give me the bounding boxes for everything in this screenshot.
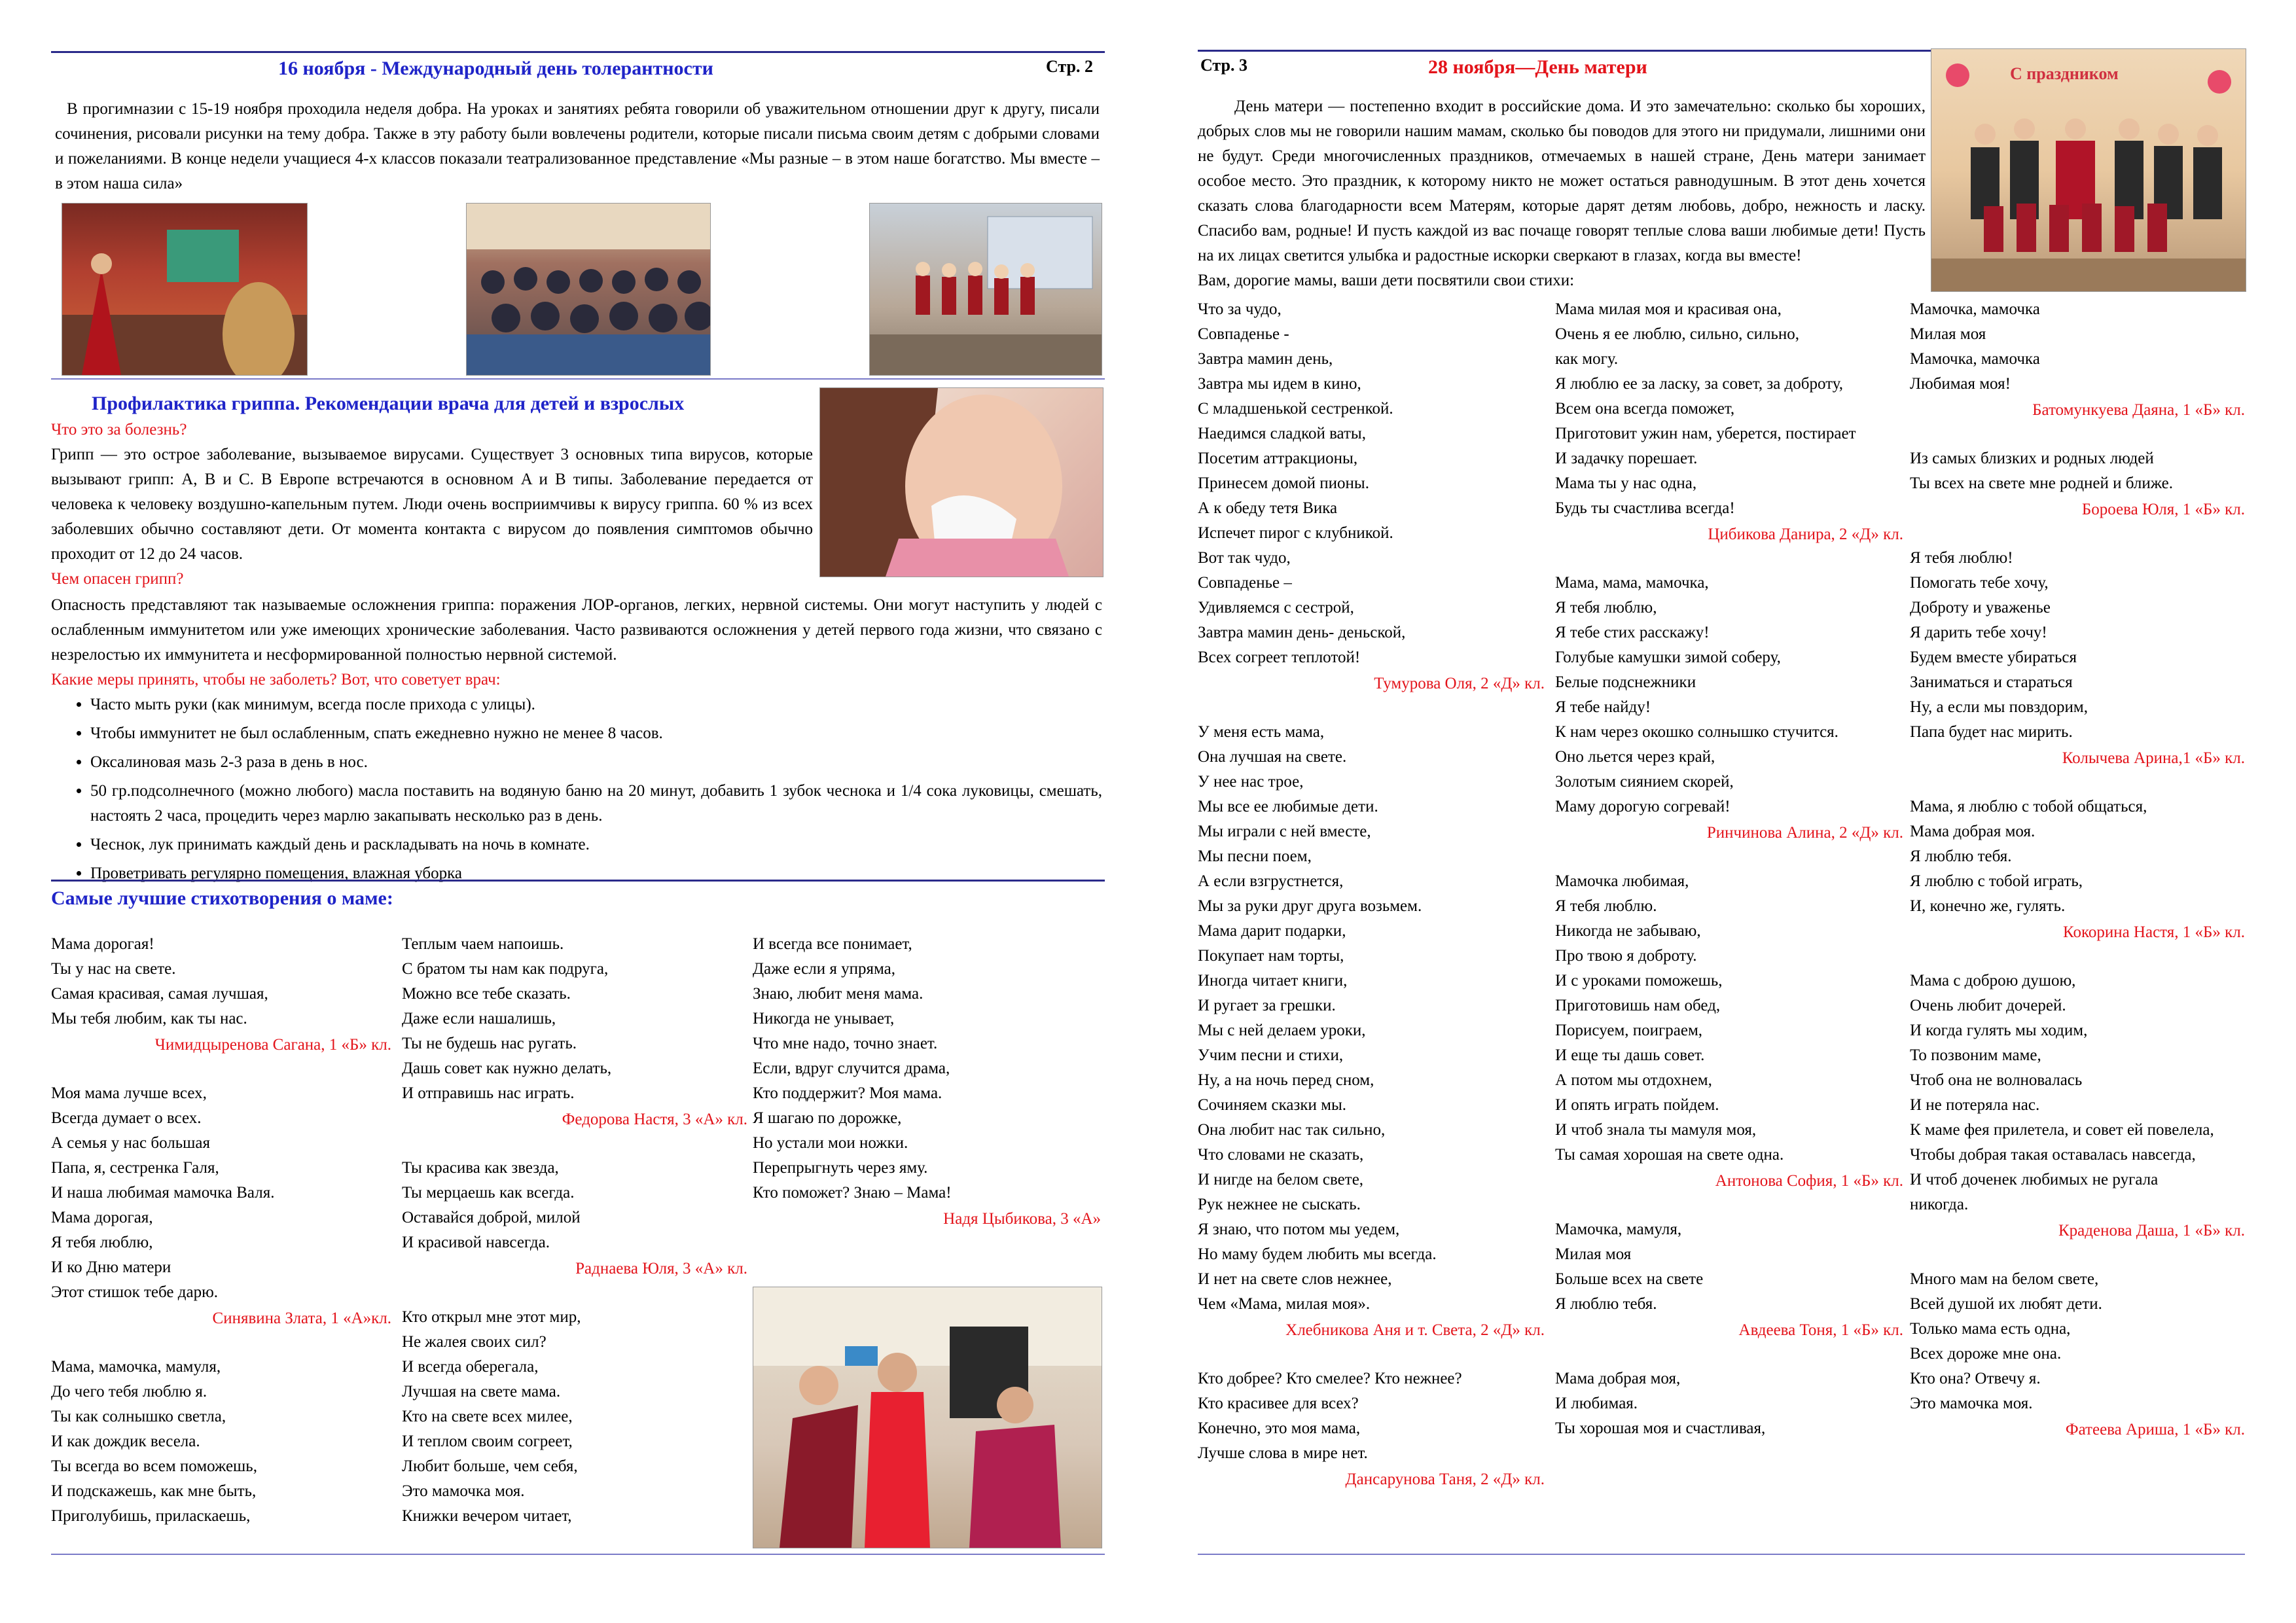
poem: [1910, 546, 2245, 771]
flu-title: Профилактика гриппа. Рекомендации врача для детей и взрослых: [92, 393, 685, 414]
poem-author: Хлебникова Аня и т. Света, 2 «Д» кл.: [1285, 1321, 1545, 1339]
poem-line: Мы тебя любим, как ты нас.: [51, 1010, 247, 1027]
poem-line: Голубые камушки зимой соберу,: [1555, 649, 1781, 666]
poem-author: Кpаденова Даша, 1 «Б» кл.: [2058, 1222, 2245, 1240]
poem-author: Ринчинова Алина, 2 «Д» кл.: [1706, 824, 1903, 842]
list-item: • Оксалиновая мазь 2-3 раза в день в нос.: [90, 750, 1102, 775]
section-divider: [51, 880, 1105, 882]
poem-line: Ты мерцаешь как всегда.: [402, 1184, 575, 1202]
poem-author: Дансарунова Таня, 2 «Д» кл.: [1345, 1471, 1545, 1488]
poem-line: Я тебе стих расскажу!: [1555, 624, 1710, 641]
poem-line: Я шагаю по дорожке,: [753, 1109, 902, 1127]
poem-line: Дашь совет как нужно делать,: [402, 1060, 612, 1077]
poem-line: Ну, а на ночь перед сном,: [1198, 1071, 1374, 1089]
poem-line: Всех согреет теплотой!: [1198, 649, 1361, 666]
poem-line: Завтра мамин день,: [1198, 350, 1333, 368]
poem-author: Синявина Злата, 1 «А»кл.: [212, 1310, 391, 1327]
poem-line: Будем вместе убираться: [1910, 649, 2077, 666]
poem-line: Порисуем, поиграем,: [1555, 1022, 1703, 1039]
poem-line: Кто поможет? Знаю – Мама!: [753, 1184, 952, 1202]
poem-column: [1198, 297, 1545, 1516]
poem-line: Кто красивее для всех?: [1198, 1395, 1359, 1412]
poem-line: Кто открыл мне этот мир,: [402, 1308, 581, 1326]
poem-line: Оставайся доброй, милой: [402, 1209, 581, 1226]
poem-line: Мы за руки друг друга возьмем.: [1198, 897, 1422, 915]
poem-author: Антонова София, 1 «Б» кл.: [1715, 1172, 1903, 1190]
poem-line: Совпаденье -: [1198, 325, 1289, 343]
poem-line: Этот стишок тебе дарю.: [51, 1283, 218, 1301]
poem-line: Мамочка, мамуля,: [1555, 1221, 1682, 1238]
poem: [1555, 1217, 1903, 1343]
poem: [1555, 571, 1903, 846]
poem-line: Любит больше, чем себя,: [402, 1457, 578, 1475]
poem-line: К маме фея прилетела, и совет ей повелела,: [1910, 1121, 2214, 1139]
poem-author: Раднаева Юля, 3 «А» кл.: [575, 1260, 747, 1277]
poem-line: Приготовит ужин нам, уберется, постирает: [1555, 425, 1856, 442]
poem-line: Мама дарит подарки,: [1198, 922, 1346, 940]
poem-line: Это мамочка моя.: [1910, 1395, 2033, 1412]
poem-line: И задачку порешает.: [1555, 450, 1698, 467]
flu-body-top: [51, 418, 813, 592]
page-number: Стр. 2: [1046, 57, 1093, 76]
poem-line: Я тебя люблю!: [1910, 549, 2013, 567]
poem-line: Белые подснежники: [1555, 673, 1696, 691]
poem-line: Даже если нашалишь,: [402, 1010, 556, 1027]
poem-line: А потом мы отдохнем,: [1555, 1071, 1712, 1089]
poem-line: Учим песни и стихи,: [1198, 1046, 1344, 1064]
poem-line: как могу.: [1555, 350, 1619, 368]
poem: [402, 1156, 747, 1281]
poem-line: Больше всех на свете: [1555, 1270, 1704, 1288]
poem-author: Тумурова Оля, 2 «Д» кл.: [1374, 675, 1545, 692]
poem-line: Ты у нас на свете.: [51, 960, 176, 978]
poem-line: Иногда читает книги,: [1198, 972, 1348, 990]
poem: [1198, 297, 1545, 696]
audience-photo: [466, 203, 711, 376]
poem-line: И когда гулять мы ходим,: [1910, 1022, 2088, 1039]
poem: [1198, 720, 1545, 1343]
poem-line: И чтоб знала ты мамуля моя,: [1555, 1121, 1757, 1139]
poem-line: Моя мама лучше всех,: [51, 1084, 207, 1102]
flu-question-1: Что это за болезнь?: [51, 421, 187, 438]
poem-line: Я тебя люблю,: [51, 1234, 153, 1251]
poem-author: Авдеева Тоня, 1 «Б» кл.: [1738, 1321, 1903, 1339]
poem-line: Совпаденье –: [1198, 574, 1292, 592]
poem-line: Завтра мамин день- деньской,: [1198, 624, 1406, 641]
poem-line: И нет на свете слов нежнее,: [1198, 1270, 1392, 1288]
poem-line: Удивляемся с сестрой,: [1198, 599, 1354, 616]
poem-line: Завтра мы идем в кино,: [1198, 375, 1361, 393]
flu-paragraph-1: Грипп — это острое заболевание, вызываемое вирусами. Существует 3 основных типа вирусов, которые вызывают грипп: A, B и C. В Европе встречаются в основном A и B типы. Заболевание передается от человека к человеку воздушно-капельным путем. Люди очень восприимчивы к вирусу гриппа. 60 % из всех заболевших обычно составляют дети. От момента контакта с вирусом до появления симптомов обычно проходит от 12 до 24 часов.: [51, 446, 813, 563]
medical-check-photo: [753, 1287, 1102, 1548]
poem-line: Всех дороже мне она.: [1910, 1345, 2062, 1363]
poem-line: Мама, мамочка, мамуля,: [51, 1358, 221, 1376]
poem-line: Что мне надо, точно знает.: [753, 1035, 938, 1052]
poem-line: И как дождик весела.: [51, 1433, 200, 1450]
bottom-divider: [51, 1554, 1105, 1555]
poem-line: Теплым чаем напоишь.: [402, 935, 564, 953]
poem-line: Я тебя люблю.: [1555, 897, 1657, 915]
sneezing-girl-photo: [819, 387, 1103, 577]
poem-line: И теплом своим согреет,: [402, 1433, 573, 1450]
poem-line: Только мама есть одна,: [1910, 1320, 2071, 1338]
poem-line: Мама, мама, мамочка,: [1555, 574, 1709, 592]
poem-line: Ты самая хорошая на свете одна.: [1555, 1146, 1784, 1164]
list-item: • Чтобы иммунитет не был ослабленным, спать ежедневно нужно не менее 8 часов.: [90, 721, 1102, 746]
poem-line: И отправишь нас играть.: [402, 1084, 575, 1102]
poem-line: У меня есть мама,: [1198, 723, 1325, 741]
poem-line: Любимая моя!: [1910, 375, 2011, 393]
poem-line: Я люблю ее за ласку, за совет, за доброту,: [1555, 375, 1843, 393]
poem-column: [402, 932, 747, 1552]
mothers-day-group-photo: [1931, 48, 2246, 292]
poem-line: И любимая.: [1555, 1395, 1638, 1412]
poem-line: Я люблю тебя.: [1910, 847, 2012, 865]
poem-line: Милая моя: [1555, 1245, 1632, 1263]
poem: [51, 932, 391, 1058]
banner-text: С праздником: [2010, 64, 2119, 83]
poem-line: Много мам на белом свете,: [1910, 1270, 2099, 1288]
poem-line: И нигде на белом свете,: [1198, 1171, 1364, 1188]
poem-line: Чтобы добрая такая оставалась навсегда,: [1910, 1146, 2196, 1164]
list-item: • Чеснок, лук принимать каждый день и раскладывать на ночь в комнате.: [90, 832, 1102, 857]
poem-line: Кто поддержит? Моя мама.: [753, 1084, 942, 1102]
poem-line: Мама милая моя и красивая она,: [1555, 300, 1782, 318]
poem: [1555, 869, 1903, 1194]
poem-line: Приготовишь нам обед,: [1555, 997, 1721, 1014]
poem-line: Мама добрая моя.: [1910, 823, 2036, 840]
poem-column: [753, 932, 1101, 1255]
poem-author: Кокорина Настя, 1 «Б» кл.: [2063, 923, 2245, 941]
poem-line: Папа, я, сестренка Галя,: [51, 1159, 219, 1177]
poem-line: Даже если я упряма,: [753, 960, 895, 978]
poem-line: Кто на свете всех милее,: [402, 1408, 573, 1425]
poem-line: Ты всех на свете мне родней и ближе.: [1910, 474, 2174, 492]
poem-author: Бороева Юля, 1 «Б» кл.: [2081, 501, 2245, 518]
poem-line: Мы с ней делаем уроки,: [1198, 1022, 1366, 1039]
poem-line: А к обеду тетя Вика: [1198, 499, 1338, 517]
poem-line: Я люблю с тобой играть,: [1910, 872, 2083, 890]
poem-line: Всегда думает о всех.: [51, 1109, 202, 1127]
poem-line: Помогать тебе хочу,: [1910, 574, 2049, 592]
poem-line: И не потеряла нас.: [1910, 1096, 2040, 1114]
poem-line: Мы все ее любимые дети.: [1198, 798, 1378, 815]
poem-column: [1910, 297, 2245, 1466]
poem-line: Покупает нам торты,: [1198, 947, 1344, 965]
poem: [1198, 1366, 1545, 1492]
poem-line: Кто добрее? Кто смелее? Кто нежнее?: [1198, 1370, 1462, 1387]
poem-line: Ты хорошая моя и счастливая,: [1555, 1419, 1766, 1437]
poem-line: У нее нас трое,: [1198, 773, 1304, 791]
poem-line: Испечет пирог с клубникой.: [1198, 524, 1393, 542]
poem-line: И всегда оберегала,: [402, 1358, 539, 1376]
children-on-stage-photo: [869, 203, 1102, 376]
poem-line: Кто она? Отвечу я.: [1910, 1370, 2041, 1387]
poem-line: Мы играли с ней вместе,: [1198, 823, 1371, 840]
poem-line: Всей душой их любят дети.: [1910, 1295, 2102, 1313]
poem-line: Оно льется через край,: [1555, 748, 1715, 766]
poem-line: С младшенькой сестренкой.: [1198, 400, 1393, 418]
list-item: • Часто мыть руки (как минимум, всегда после прихода с улицы).: [90, 692, 1102, 717]
right-page: [1148, 0, 2296, 1623]
poem-line: С братом ты нам как подруга,: [402, 960, 609, 978]
poem-line: Заниматься и стараться: [1910, 673, 2073, 691]
flu-body-bottom: [51, 593, 1102, 890]
poem-line: А семья у нас большая: [51, 1134, 210, 1152]
poem: [51, 1355, 391, 1529]
poem-line: Очень любит дочерей.: [1910, 997, 2066, 1014]
poem-line: И с уроками поможешь,: [1555, 972, 1723, 990]
poem-line: Мама дорогая,: [51, 1209, 153, 1226]
poem: [1555, 297, 1903, 547]
poem-line: Она лучшая на свете.: [1198, 748, 1347, 766]
poem-line: Мама добрая моя,: [1555, 1370, 1681, 1387]
top-divider: [51, 51, 1105, 53]
poem-line: До чего тебя люблю я.: [51, 1383, 207, 1400]
poem-line: Я люблю тебя.: [1555, 1295, 1657, 1313]
poem-line: Мы песни поем,: [1198, 847, 1312, 865]
poem-line: Ты красива как звезда,: [402, 1159, 559, 1177]
flu-question-2: Чем опасен грипп?: [51, 570, 184, 588]
poem-line: Из самых близких и родных людей: [1910, 450, 2154, 467]
poem-line: Папа будет нас мирить.: [1910, 723, 2073, 741]
poem-line: Мама ты у нас одна,: [1555, 474, 1697, 492]
poem-line: Она любит нас так сильно,: [1198, 1121, 1386, 1139]
poem-line: Я знаю, что потом мы уедем,: [1198, 1221, 1400, 1238]
poem-line: Мама, я люблю с тобой общаться,: [1910, 798, 2147, 815]
bottom-divider: [1198, 1554, 2245, 1555]
list-item: • 50 гр.подсолнечного (можно любого) масла поставить на водяную баню на 20 минут, добавить 1 зубок чеснока и 1/4 сока луковицы, смешать, настоять 2 часа, процедить через марлю закапывать несколько раз в день.: [90, 779, 1102, 829]
poem: [402, 932, 747, 1132]
poem-line: Чтоб она не волновалась: [1910, 1071, 2083, 1089]
poem-line: Мама с доброю душою,: [1910, 972, 2076, 990]
poem-line: Книжки вечером читает,: [402, 1507, 572, 1525]
poem-line: Мамочка, мамочка: [1910, 350, 2040, 368]
poem-line: И чтоб доченек любимых не ругала: [1910, 1171, 2159, 1188]
poem-line: Очень я ее люблю, сильно, сильно,: [1555, 325, 1800, 343]
flu-question-3: Какие меры принять, чтобы не заболеть? Вот, что советует врач:: [51, 671, 501, 688]
flu-paragraph-2: Опасность представляют так называемые осложнения гриппа: поражения ЛОР-органов, легких, нервной системы. Они могут наступить у людей с ослабленным иммунитетом или уже имеющих хронические заболевания. Часто развиваются осложнения у детей первого года жизни, что связано с незрелостью их иммунитета и несформированной полностью нервной системой.: [51, 596, 1102, 664]
poem-author: Фатеева Ариша, 1 «Б» кл.: [2065, 1421, 2245, 1438]
poem-line: Будь ты счастлива всегда!: [1555, 499, 1735, 517]
poem-line: Перепрыгнуть через яму.: [753, 1159, 928, 1177]
poem-line: И еще ты дашь совет.: [1555, 1046, 1705, 1064]
poem: [1910, 794, 2245, 945]
poems-intro: Вам, дорогие мамы, ваши дети посвятили свои стихи:: [1198, 272, 1575, 289]
poem-author: Батомункуева Даяна, 1 «Б» кл.: [2032, 401, 2245, 419]
poem-line: И наша любимая мамочка Валя.: [51, 1184, 275, 1202]
poem-line: никогда.: [1910, 1196, 1969, 1213]
poem-line: Ты всегда во всем поможешь,: [51, 1457, 257, 1475]
poem-line: То позвоним маме,: [1910, 1046, 2041, 1064]
poem-author: Чимидцыренова Сагана, 1 «Б» кл.: [154, 1036, 391, 1054]
poem-line: Рук нежнее не сыскать.: [1198, 1196, 1361, 1213]
poem-line: Про твою я доброту.: [1555, 947, 1697, 965]
poem-line: И подскажешь, как мне быть,: [51, 1482, 257, 1500]
poem-line: Ну, а если мы повздорим,: [1910, 698, 2088, 716]
poem-line: Никогда не унывает,: [753, 1010, 895, 1027]
poem-line: Никогда не забываю,: [1555, 922, 1701, 940]
poem: [1555, 1366, 1903, 1441]
mother-day-text: День матери — постепенно входит в российские дома. И это замечательно: сколько бы хороших, добрых слов мы не говорили нашим мамам, сколько бы поводов для этого ни придумали, лишними они не будут. Среди многочисленных праздников, отмечаемых в нашей стране, День матери занимает особое место. Это праздник, к которому никто не может остаться равнодушным. В этот день хочется сказать слова благодарности всем Матерям, которые дарят детям любовь, добро, нежность и ласку. Спасибо вам, родные! И пусть каждой из вас почаще говорят теплые слова ваши любимые дети! Пусть на их лицах светится улыбка и радостные искорки сверкают в глазах, когда вы вместе! Вам, дорогие мамы, ваши дети посвятили свои стихи:: [1198, 94, 1926, 293]
poem-line: Доброту и уваженье: [1910, 599, 2051, 616]
poem-line: Я дарить тебе хочу!: [1910, 624, 2047, 641]
poem: [1910, 446, 2245, 522]
poem-line: Мама дорогая!: [51, 935, 154, 953]
poem-line: Но устали мои ножки.: [753, 1134, 908, 1152]
mother-day-title: 28 ноября—День матери: [1428, 56, 1647, 78]
poem-line: И ругает за грешки.: [1198, 997, 1336, 1014]
poem-line: Сочиняем сказки мы.: [1198, 1096, 1347, 1114]
poem-line: Конечно, это моя мама,: [1198, 1419, 1361, 1437]
poem-line: Золотым сиянием скорей,: [1555, 773, 1734, 791]
poem-line: Милая моя: [1910, 325, 1986, 343]
poem-author: Цибикова Данира, 2 «Д» кл.: [1708, 526, 1903, 543]
poem-line: И опять играть пойдем.: [1555, 1096, 1719, 1114]
poems-title: Самые лучшие стихотворения о маме:: [51, 887, 393, 909]
poem-line: К нам через окошко солнышко стучится.: [1555, 723, 1839, 741]
poem-line: Можно все тебе сказать.: [402, 985, 571, 1003]
poem-line: Ты не будешь нас ругать.: [402, 1035, 577, 1052]
poem-line: Лучшая на свете мама.: [402, 1383, 561, 1400]
poem-author: Колычева Арина,1 «Б» кл.: [2062, 749, 2245, 767]
poem-column: [1555, 297, 1903, 1465]
poem: [51, 1081, 391, 1331]
poem-line: Самая красивая, самая лучшая,: [51, 985, 268, 1003]
poem-line: Посетим аттракционы,: [1198, 450, 1358, 467]
poem-line: Приголубишь, приласкаешь,: [51, 1507, 251, 1525]
poem-line: Мамочка любимая,: [1555, 872, 1689, 890]
poem-line: Маму дорогую согревай!: [1555, 798, 1731, 815]
poem-line: А если взгрустнется,: [1198, 872, 1344, 890]
poem-line: И, конечно же, гулять.: [1910, 897, 2066, 915]
poem-author: Федорова Настя, 3 «А» кл.: [562, 1111, 747, 1128]
poem-line: Мамочка, мамочка: [1910, 300, 2040, 318]
poem-line: Ты как солнышко светла,: [51, 1408, 226, 1425]
poem: [1910, 1267, 2245, 1442]
tolerance-text: В прогимназии с 15-19 ноября проходила неделя добра. На уроках и занятиях ребята говорили об уважительном отношении друг к другу, писали сочинения, рисовали рисунки на тему добра. Также в эту работу были вовлечены родители, которые писали письма своим детям с добрыми словами и пожеланиями. В конце недели учащиеся 4-х классов показали театрализованное представление «Мы разные – в этом наше богатство. Мы вместе – в этом наша сила»: [55, 100, 1100, 192]
poem-author: Надя Цыбикова, 3 «А»: [943, 1210, 1101, 1228]
poem-line: Это мамочка моя.: [402, 1482, 525, 1500]
poem-line: И красивой навсегда.: [402, 1234, 550, 1251]
poem-line: Что словами не сказать,: [1198, 1146, 1364, 1164]
poem-line: Всем она всегда поможет,: [1555, 400, 1735, 418]
poem-line: Принесем домой пионы.: [1198, 474, 1369, 492]
poem-line: Вот так чудо,: [1198, 549, 1291, 567]
poem: [1910, 969, 2245, 1243]
poem-line: Я тебе найду!: [1555, 698, 1651, 716]
poem-line: Наедимся сладкой ваты,: [1198, 425, 1366, 442]
tolerance-title: 16 ноября - Международный день толерантности: [278, 58, 713, 79]
poem-line: Чем «Мама, милая моя».: [1198, 1295, 1371, 1313]
stage-performance-photo: [62, 203, 308, 376]
poem-line: Что за чудо,: [1198, 300, 1282, 318]
poem-line: Знаю, любит меня мама.: [753, 985, 924, 1003]
page-number: Стр. 3: [1200, 56, 1247, 75]
poem-line: И всегда все понимает,: [753, 935, 912, 953]
poem-line: Я тебя люблю,: [1555, 599, 1657, 616]
poem-line: Если, вдруг случится драма,: [753, 1060, 950, 1077]
top-divider: [1198, 50, 1979, 52]
poem-line: Но маму будем любить мы всегда.: [1198, 1245, 1437, 1263]
list-item: • Проветривать регулярно помещения, влажная уборка: [90, 861, 1102, 886]
poem: [1910, 297, 2245, 423]
poem: [402, 1305, 747, 1529]
poem-line: Не жалея своих сил?: [402, 1333, 547, 1351]
poem-line: Лучше слова в мире нет.: [1198, 1444, 1368, 1462]
flu-tips-list: [51, 692, 1102, 886]
poem-line: И ко Дню матери: [51, 1258, 171, 1276]
section-divider: [51, 378, 1105, 380]
poem: [753, 932, 1101, 1232]
poem-column: [51, 932, 391, 1552]
